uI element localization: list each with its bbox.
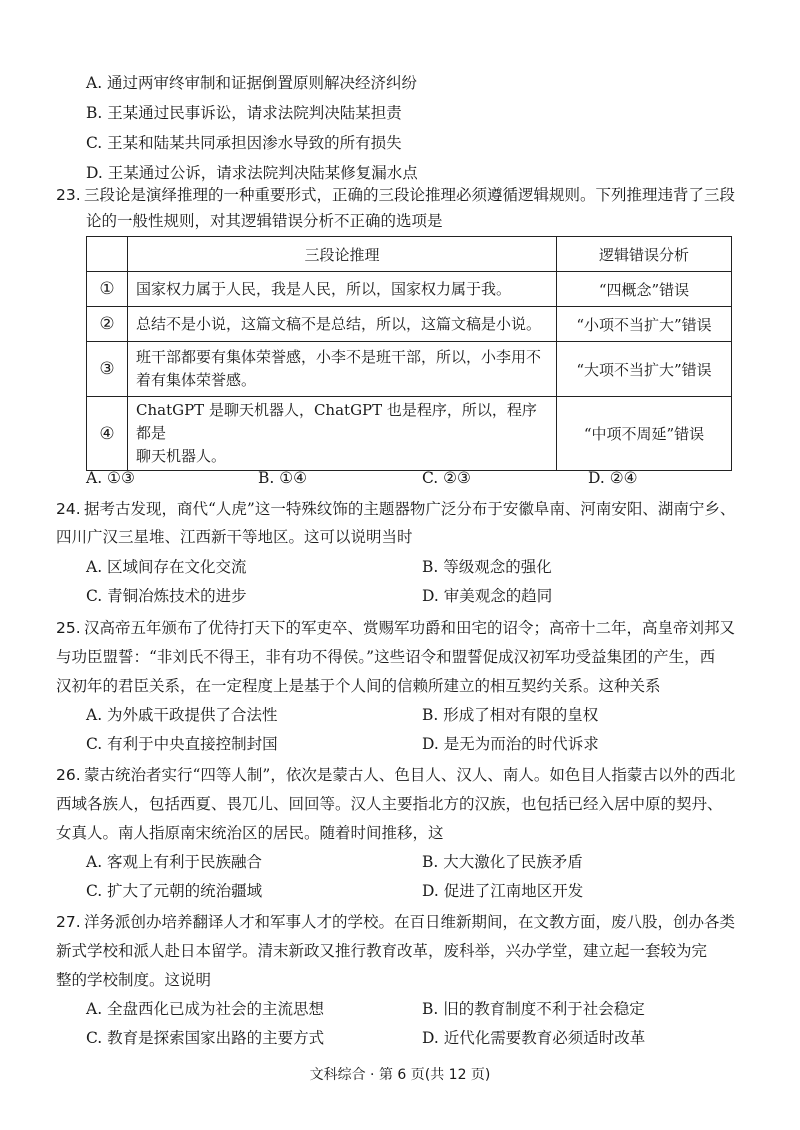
q25-option-c: C. 有利于中央直接控制封国 <box>86 735 278 753</box>
row-number: ④ <box>87 397 128 471</box>
table-row <box>87 307 732 342</box>
row-number: ① <box>87 272 128 307</box>
q27-number: 27. <box>56 913 81 931</box>
q25-number: 25. <box>56 619 81 637</box>
q25-option-d: D. 是无为而治的时代诉求 <box>422 735 599 753</box>
q24-stem-line2: 四川广汉三星堆、江西新干等地区。这可以说明当时 <box>56 528 413 546</box>
row-analysis: “小项不当扩大”错误 <box>557 307 732 342</box>
q23-number: 23. <box>56 186 81 204</box>
row-analysis: “中项不周延”错误 <box>557 397 732 471</box>
table-header-row <box>87 237 732 272</box>
q24-stem <box>56 498 735 520</box>
q24-option-a: A. 区域间存在文化交流 <box>86 558 247 576</box>
q23-stem-line2: 论的一般性规则，对其逻辑错误分析不正确的选项是 <box>86 212 443 230</box>
table-header-analysis: 逻辑错误分析 <box>557 237 732 272</box>
q23-stem-line1: 三段论是演绎推理的一种重要形式，正确的三段论推理必须遵循逻辑规则。下列推理违背了三段 <box>84 186 736 204</box>
q26-stem-line1: 蒙古统治者实行“四等人制”，依次是蒙古人、色目人、汉人、南人。如色目人指蒙古以外的西北 <box>84 766 736 784</box>
row-reasoning <box>128 342 557 397</box>
row-number: ③ <box>87 342 128 397</box>
q25-stem <box>56 617 735 639</box>
q24-option-b: B. 等级观念的强化 <box>422 558 552 576</box>
q22-option-a: A. 通过两审终审制和证据倒置原则解决经济纠纷 <box>86 74 418 92</box>
q22-option-c: C. 王某和陆某共同承担因渗水导致的所有损失 <box>86 134 402 152</box>
q25-stem-line1: 汉高帝五年颁布了优待打天下的军吏卒、赏赐军功爵和田宅的诏令；高帝十二年，高皇帝刘邦又 <box>84 619 736 637</box>
table-header-num <box>87 237 128 272</box>
row-reasoning: 国家权力属于人民，我是人民，所以，国家权力属于我。 <box>128 272 557 307</box>
q26-stem-line3: 女真人。南人指原南宋统治区的居民。随着时间推移，这 <box>56 824 444 842</box>
table-row <box>87 272 732 307</box>
table-row <box>87 342 732 397</box>
table-row <box>87 397 732 471</box>
q25-option-a: A. 为外戚干政提供了合法性 <box>86 706 278 724</box>
q26-stem <box>56 764 735 786</box>
q25-option-b: B. 形成了相对有限的皇权 <box>422 706 599 724</box>
row-reasoning-line1: ChatGPT 是聊天机器人，ChatGPT 也是程序，所以，程序都是 <box>136 401 537 442</box>
q27-option-a: A. 全盘西化已成为社会的主流思想 <box>86 1000 325 1018</box>
q26-number: 26. <box>56 766 81 784</box>
q24-stem-line1: 据考古发现，商代“人虎”这一特殊纹饰的主题器物广泛分布于安徽阜南、河南安阳、湖南宁乡、 <box>84 500 736 518</box>
q23-option-d: D. ②④ <box>588 469 638 487</box>
table-header-reasoning: 三段论推理 <box>128 237 557 272</box>
page-footer: 文科综合 · 第 6 页(共 12 页) <box>309 1067 491 1083</box>
row-reasoning <box>128 397 557 471</box>
row-analysis: “大项不当扩大”错误 <box>557 342 732 397</box>
q22-option-d: D. 王某通过公诉，请求法院判决陆某修复漏水点 <box>86 164 418 182</box>
q26-option-d: D. 促进了江南地区开发 <box>422 882 584 900</box>
row-number: ② <box>87 307 128 342</box>
q26-stem-line2: 西域各族人，包括西夏、畏兀儿、回回等。汉人主要指北方的汉族，也包括已经入居中原的契丹、 <box>56 795 723 813</box>
q27-option-b: B. 旧的教育制度不利于社会稳定 <box>422 1000 645 1018</box>
q25-stem-line3: 汉初年的君臣关系，在一定程度上是基于个人间的信赖所建立的相互契约关系。这种关系 <box>56 677 661 695</box>
q24-option-c: C. 青铜冶炼技术的进步 <box>86 587 247 605</box>
q23-option-b: B. ①④ <box>258 469 308 487</box>
q26-option-b: B. 大大激化了民族矛盾 <box>422 853 583 871</box>
q24-number: 24. <box>56 500 81 518</box>
syllogism-table <box>86 236 732 471</box>
q25-stem-line2: 与功臣盟誓：“非刘氏不得王，非有功不得侯。”这些诏令和盟誓促成汉初军功受益集团的产生，西 <box>56 648 716 666</box>
q27-option-d: D. 近代化需要教育必须适时改革 <box>422 1029 646 1047</box>
q23-option-c: C. ②③ <box>422 469 471 487</box>
q26-option-c: C. 扩大了元朝的统治疆域 <box>86 882 263 900</box>
q27-option-c: C. 教育是探索国家出路的主要方式 <box>86 1029 325 1047</box>
row-reasoning: 总结不是小说，这篇文稿不是总结，所以，这篇文稿是小说。 <box>128 307 557 342</box>
q27-stem-line3: 整的学校制度。这说明 <box>56 971 212 989</box>
row-analysis: “四概念”错误 <box>557 272 732 307</box>
q27-stem <box>56 911 735 933</box>
q27-stem-line2: 新式学校和派人赴日本留学。清末新政又推行教育改革，废科举，兴办学堂，建立起一套较为完 <box>56 942 708 960</box>
q27-stem-line1: 洋务派创办培养翻译人才和军事人才的学校。在百日维新期间，在文教方面，废八股，创办各类 <box>84 913 736 931</box>
q26-option-a: A. 客观上有利于民族融合 <box>86 853 263 871</box>
row-reasoning-line2: 聊天机器人。 <box>136 447 227 465</box>
q23-option-a: A. ①③ <box>86 469 135 487</box>
q22-option-b: B. 王某通过民事诉讼，请求法院判决陆某担责 <box>86 104 402 122</box>
q23-stem <box>56 184 735 206</box>
q24-option-d: D. 审美观念的趋同 <box>422 587 553 605</box>
row-reasoning-line2: 着有集体荣誉感。 <box>136 371 257 389</box>
row-reasoning-line1: 班干部都要有集体荣誉感，小李不是班干部，所以，小李用不 <box>136 348 542 366</box>
